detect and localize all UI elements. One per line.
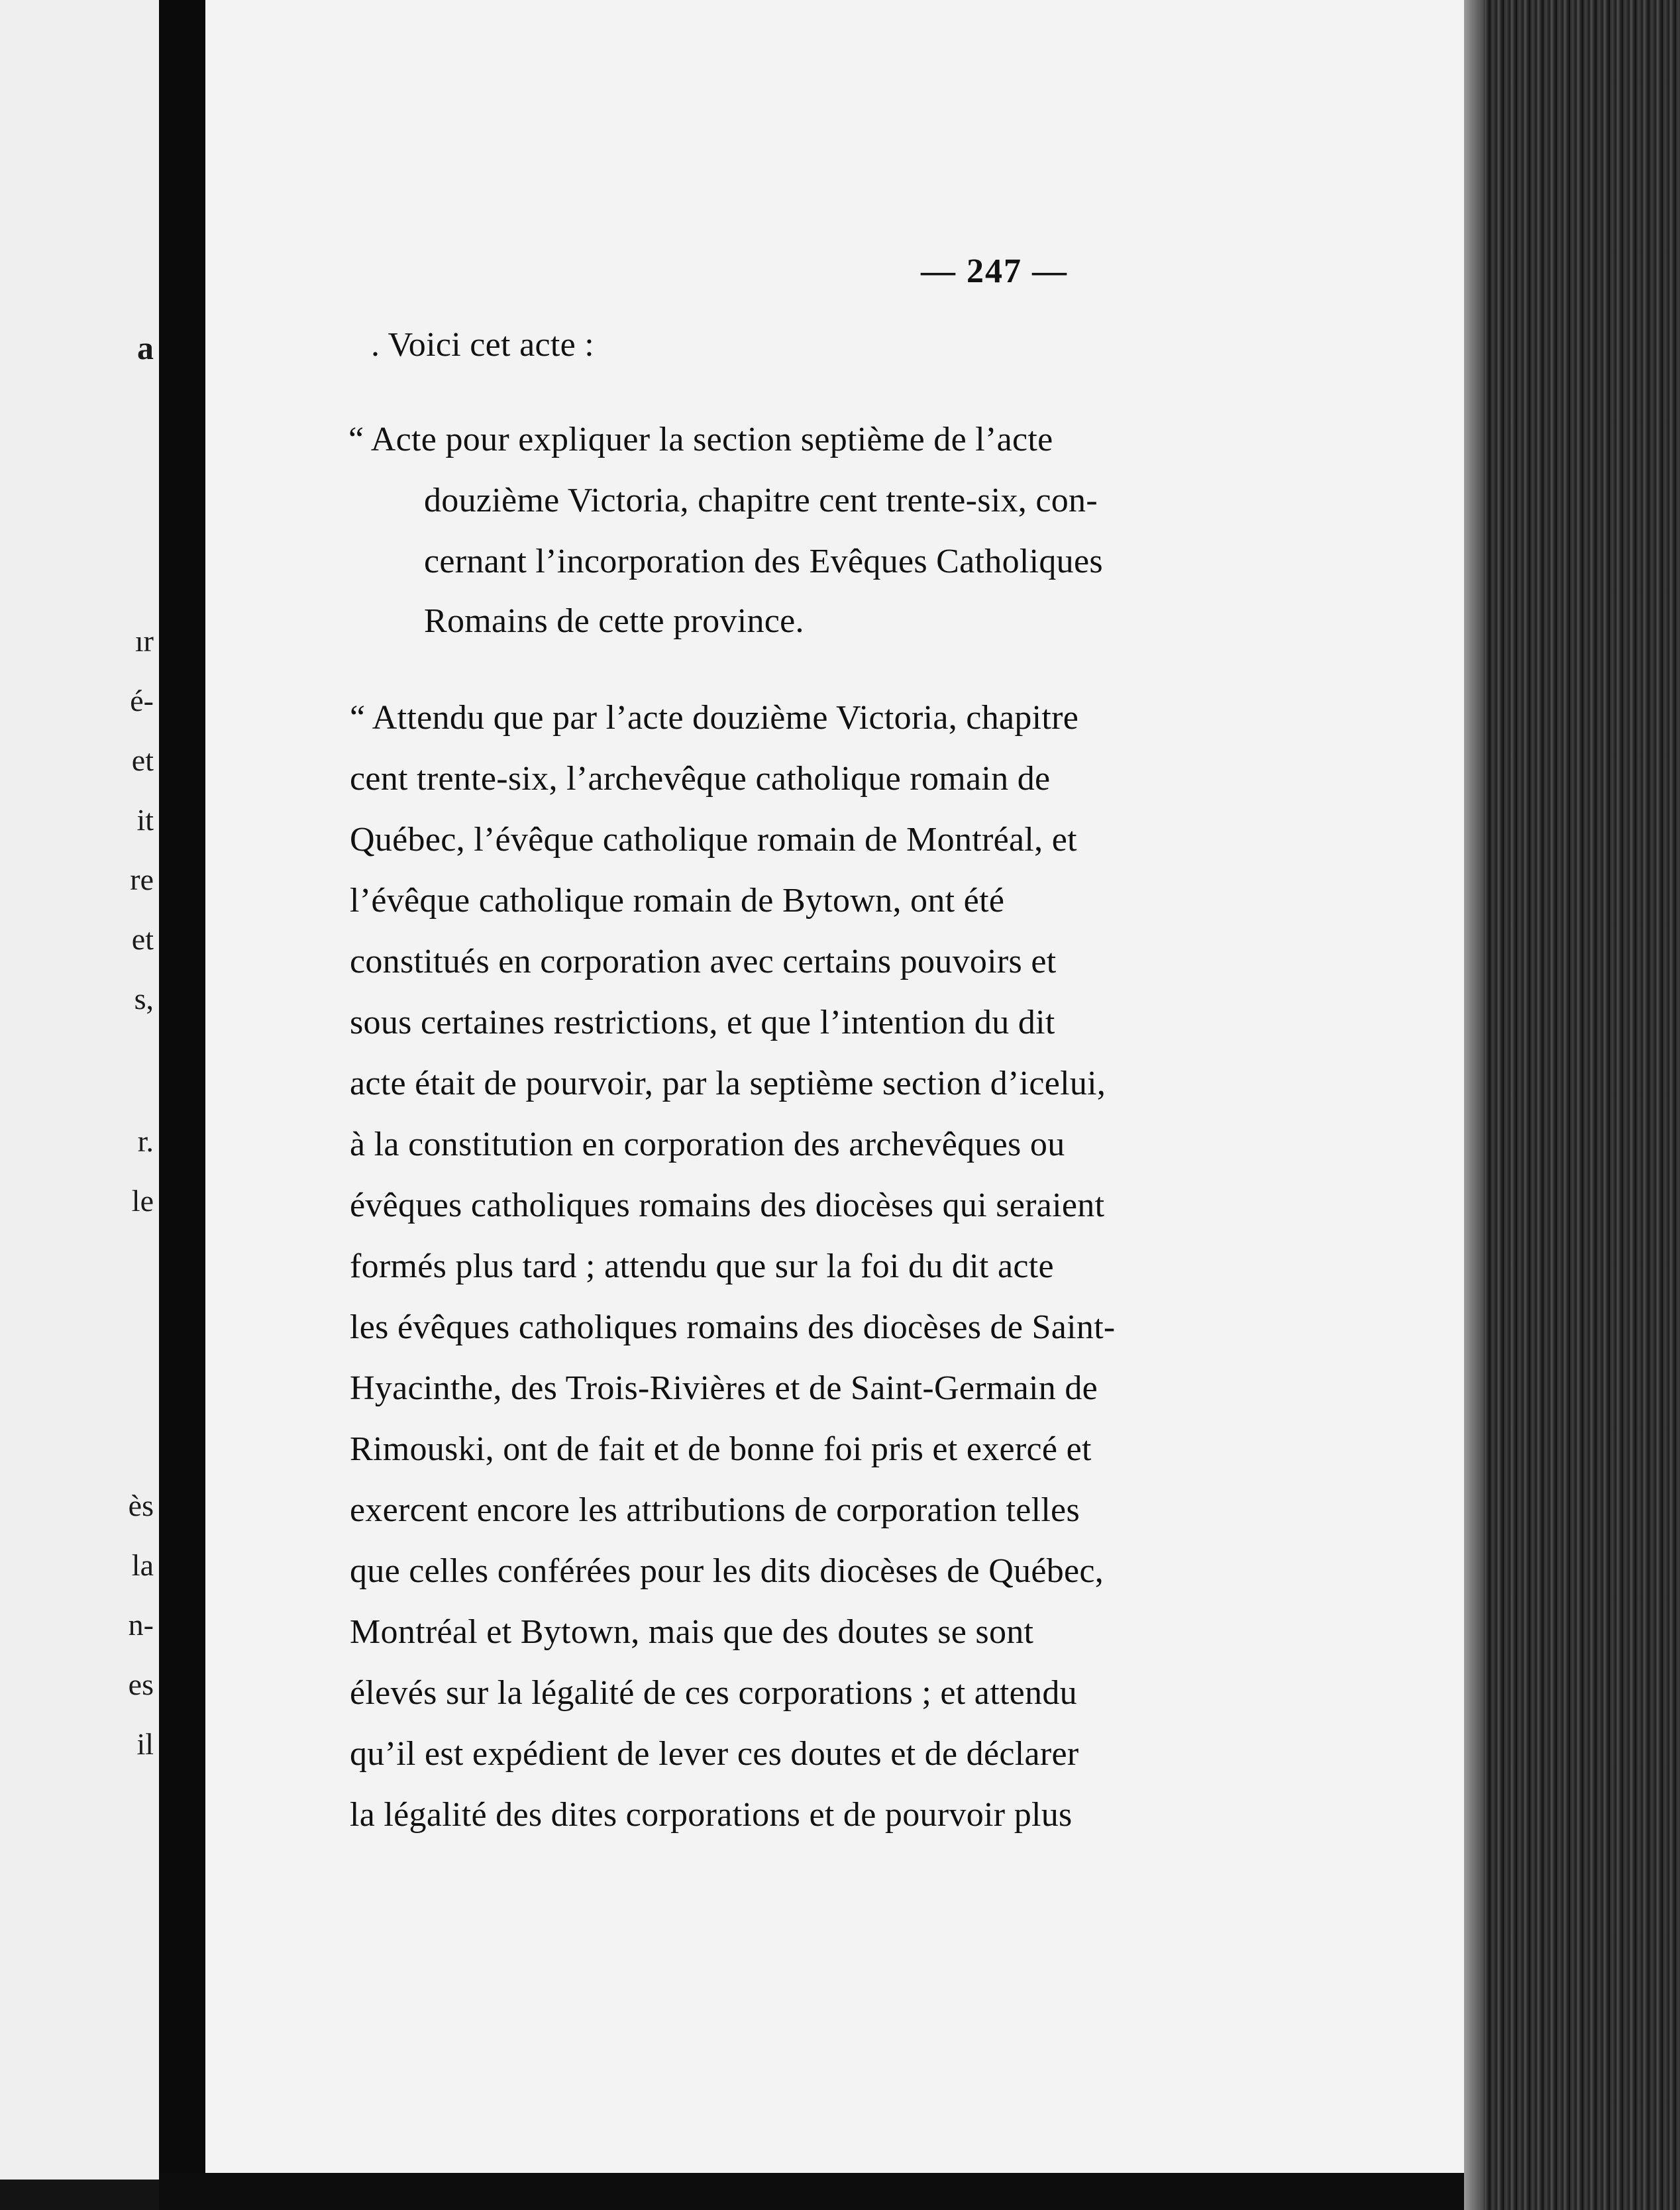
text-line: Hyacinthe, des Trois-Rivières et de Saint-Germain de xyxy=(350,1369,1098,1407)
left-page-fragment: s, xyxy=(134,982,154,1016)
text-line: . Voici cet acte : xyxy=(371,326,595,364)
book-gutter xyxy=(159,0,205,2210)
text-line: sous certaines restrictions, et que l’intention du dit xyxy=(350,1004,1055,1041)
text-line: l’évêque catholique romain de Bytown, ont été xyxy=(350,882,1005,920)
left-page-fragment: a xyxy=(137,329,154,366)
text-line: “ Attendu que par l’acte douzième Victoria, chapitre xyxy=(350,699,1079,737)
text-line: acte était de pourvoir, par la septième section d’icelui, xyxy=(350,1065,1106,1102)
text-line: formés plus tard ; attendu que sur la foi du dit acte xyxy=(350,1247,1054,1285)
left-page-fragment: it xyxy=(136,803,154,837)
left-page-fragment: et xyxy=(131,743,154,777)
page-247 xyxy=(205,0,1464,2173)
left-page-fragment: ır xyxy=(134,624,154,658)
text-line: qu’il est expédient de lever ces doutes et de déclarer xyxy=(350,1735,1079,1773)
book-page-edges xyxy=(1464,0,1680,2210)
left-page-fragment: re xyxy=(130,863,154,896)
text-line: exercent encore les attributions de corporation telles xyxy=(350,1491,1080,1529)
left-page-fragment: la xyxy=(131,1548,154,1582)
text-line: que celles conférées pour les dits diocèses de Québec, xyxy=(350,1552,1104,1590)
left-page-fragment: et xyxy=(131,922,154,956)
text-line: Rimouski, ont de fait et de bonne foi pris et exercé et xyxy=(350,1430,1092,1468)
text-line: Montréal et Bytown, mais que des doutes se sont xyxy=(350,1613,1034,1651)
text-line: à la constitution en corporation des archevêques ou xyxy=(350,1126,1065,1163)
text-line: cernant l’incorporation des Evêques Catholiques xyxy=(424,543,1103,580)
text-line: Québec, l’évêque catholique romain de Montréal, et xyxy=(350,821,1077,859)
text-line: élevés sur la légalité de ces corporations ; et attendu xyxy=(350,1674,1077,1712)
text-line: évêques catholiques romains des diocèses qui seraient xyxy=(350,1186,1105,1224)
left-page-fragment: n- xyxy=(128,1608,154,1642)
text-line: les évêques catholiques romains des diocèses de Saint- xyxy=(350,1308,1116,1346)
left-page-fragment: le xyxy=(131,1184,154,1218)
previous-page-edge xyxy=(0,0,159,2180)
text-line: la légalité des dites corporations et de pourvoir plus xyxy=(350,1796,1073,1834)
text-line: douzième Victoria, chapitre cent trente-six, con- xyxy=(424,482,1098,519)
left-page-fragment: il xyxy=(136,1727,154,1761)
left-page-fragment: é- xyxy=(130,684,154,717)
text-line: constitués en corporation avec certains pouvoirs et xyxy=(350,943,1057,980)
scan-bottom-border xyxy=(159,2173,1464,2210)
text-line: cent trente-six, l’archevêque catholique romain de xyxy=(350,760,1051,798)
text-line: “ Acte pour expliquer la section septième de l’acte xyxy=(348,421,1053,458)
page-number: — 247 — xyxy=(921,252,1068,290)
left-page-fragment: es xyxy=(128,1667,154,1701)
text-line: Romains de cette province. xyxy=(424,602,804,640)
left-page-fragment: r. xyxy=(137,1124,154,1158)
left-page-fragment: ès xyxy=(128,1489,154,1522)
